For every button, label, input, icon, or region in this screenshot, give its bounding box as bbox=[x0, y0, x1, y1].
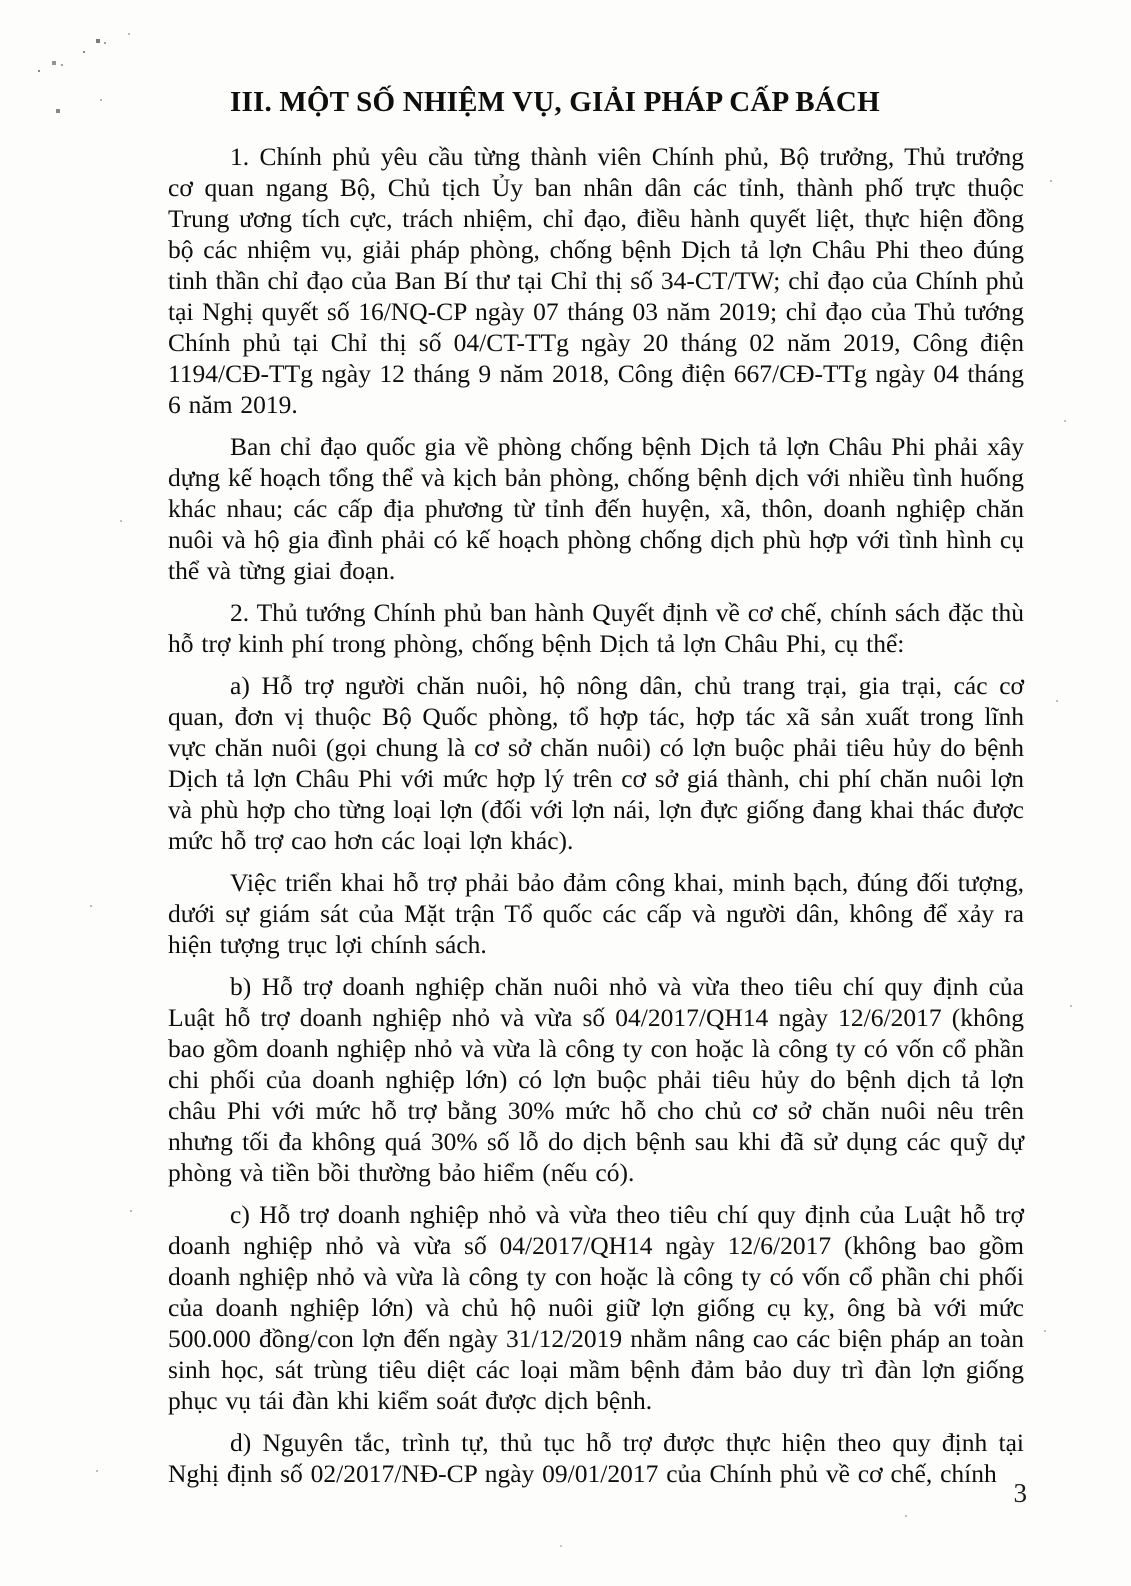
paragraph-4-item-a-support-farmers: a) Hỗ trợ người chăn nuôi, hộ nông dân, chủ trang trại, gia trại, các cơ quan, đơn vị thuộc Bộ Quốc phòng, tổ hợp tác, hợp tác xã sản xuất trong lĩnh vực chăn nuôi (gọi chung là cơ sở chăn nuôi) có lợn buộc phải tiêu hủy do bệnh Dịch tả lợn Châu Phi với mức hợp lý trên cơ sở giá thành, chi phí chăn nuôi lợn và phù hợp cho từng loại lợn (đối với lợn nái, lợn đực giống đang khai thác được mức hỗ trợ cao hơn các loại lợn khác). bbox=[168, 671, 1024, 855]
paragraph-3-pm-decision: 2. Thủ tướng Chính phủ ban hành Quyết định về cơ chế, chính sách đặc thù hỗ trợ kinh phí trong phòng, chống bệnh Dịch tả lợn Châu Phi, cụ thể: bbox=[168, 598, 1024, 658]
scan-noise-specks bbox=[0, 0, 2, 2]
section-heading: III. MỘT SỐ NHIỆM VỤ, GIẢI PHÁP CẤP BÁCH bbox=[230, 86, 880, 118]
page-number: 3 bbox=[1013, 1478, 1027, 1508]
document-body bbox=[168, 86, 1024, 1500]
paragraph-7-item-c-breeding-pig-support: c) Hỗ trợ doanh nghiệp nhỏ và vừa theo tiêu chí quy định của Luật hỗ trợ doanh nghiệp nhỏ và vừa số 04/2017/QH14 ngày 12/6/2017 (không bao gồm doanh nghiệp nhỏ và vừa là công ty con hoặc là công ty có vốn cổ phần chi phối của doanh nghiệp lớn) và chủ hộ nuôi giữ lợn giống cụ kỵ, ông bà với mức 500.000 đồng/con lợn đến ngày 31/12/2019 nhằm nâng cao các biện pháp an toàn sinh học, sát trùng tiêu diệt các loại mầm bệnh đảm bảo duy trì đàn lợn giống phục vụ tái đàn khi kiểm soát được dịch bệnh. bbox=[168, 1200, 1024, 1415]
paragraph-2-national-steering-committee: Ban chỉ đạo quốc gia về phòng chống bệnh Dịch tả lợn Châu Phi phải xây dựng kế hoạch tổng thể và kịch bản phòng, chống bệnh dịch với nhiều tình huống khác nhau; các cấp địa phương từ tỉnh đến huyện, xã, thôn, doanh nghiệp chăn nuôi và hộ gia đình phải có kế hoạch phòng chống dịch phù hợp với tình hình cụ thể và từng giai đoạn. bbox=[168, 432, 1024, 585]
paragraph-8-item-d-procedures: d) Nguyên tắc, trình tự, thủ tục hỗ trợ được thực hiện theo quy định tại Nghị định số 02/2017/NĐ-CP ngày 09/01/2017 của Chính phủ về cơ chế, chính bbox=[168, 1428, 1024, 1488]
paragraph-6-item-b-sme-support: b) Hỗ trợ doanh nghiệp chăn nuôi nhỏ và vừa theo tiêu chí quy định của Luật hỗ trợ doanh nghiệp nhỏ và vừa số 04/2017/QH14 ngày 12/6/2017 (không bao gồm doanh nghiệp nhỏ và vừa là công ty con hoặc là công ty có vốn cổ phần chi phối của doanh nghiệp lớn) có lợn buộc phải tiêu hủy do bệnh dịch tả lợn châu Phi với mức hỗ trợ bằng 30% mức hỗ cho chủ cơ sở chăn nuôi nêu trên nhưng tối đa không quá 30% số lỗ do dịch bệnh sau khi đã sử dụng các quỹ dự phòng và tiền bồi thường bảo hiểm (nếu có). bbox=[168, 972, 1024, 1187]
paragraph-1-government-directive: 1. Chính phủ yêu cầu từng thành viên Chính phủ, Bộ trưởng, Thủ trưởng cơ quan ngang Bộ, Chủ tịch Ủy ban nhân dân các tỉnh, thành phố trực thuộc Trung ương tích cực, trách nhiệm, chỉ đạo, điều hành quyết liệt, thực hiện đồng bộ các nhiệm vụ, giải pháp phòng, chống bệnh Dịch tả lợn Châu Phi theo đúng tinh thần chỉ đạo của Ban Bí thư tại Chỉ thị số 34-CT/TW; chỉ đạo của Chính phủ tại Nghị quyết số 16/NQ-CP ngày 07 tháng 03 năm 2019; chỉ đạo của Thủ tướng Chính phủ tại Chỉ thị số 04/CT-TTg ngày 20 tháng 02 năm 2019, Công điện 1194/CĐ-TTg ngày 12 tháng 9 năm 2018, Công điện 667/CĐ-TTg ngày 04 tháng 6 năm 2019. bbox=[168, 142, 1024, 419]
paragraph-5-transparency-requirement: Việc triển khai hỗ trợ phải bảo đảm công khai, minh bạch, đúng đối tượng, dưới sự giám sát của Mặt trận Tổ quốc các cấp và người dân, không để xảy ra hiện tượng trục lợi chính sách. bbox=[168, 868, 1024, 959]
